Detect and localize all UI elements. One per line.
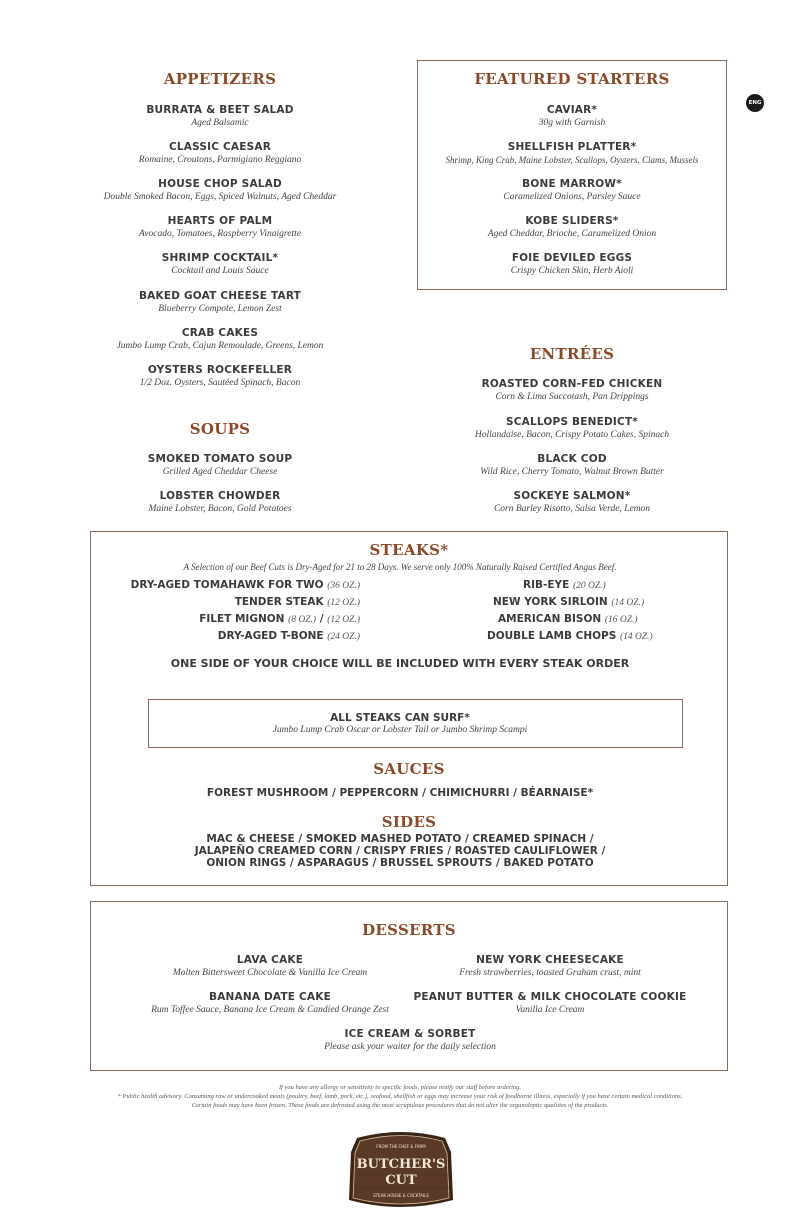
soups-title: SOUPS	[189, 420, 251, 438]
menu-item: SOCKEYE SALMON* Corn Barley Risotto, Salsa Verde, Lemon	[493, 490, 651, 514]
sauces-title: SAUCES	[373, 760, 445, 778]
menu-item: CLASSIC CAESAR Romaine, Croutons, Parmigiano Reggiano	[138, 141, 302, 165]
sides-line: JALAPEÑO CREAMED CORN / CRISPY FRIES / ROASTED CAULIFLOWER /	[194, 845, 606, 857]
steaks-title: STEAKS*	[369, 541, 449, 559]
svg-text:CUT: CUT	[385, 1173, 417, 1188]
surf-desc: Jumbo Lump Crab Oscar or Lobster Tail or Jumbo Shrimp Scampi	[272, 725, 528, 735]
menu-item: KOBE SLIDERS* Aged Cheddar, Brioche, Caramelized Onion	[487, 215, 657, 239]
svg-text:STEAK HOUSE & COCKTAILS: STEAK HOUSE & COCKTAILS	[373, 1193, 429, 1198]
surf-title: ALL STEAKS CAN SURF*	[330, 712, 470, 724]
entrees-title: ENTRÉES	[529, 345, 615, 363]
menu-item: SMOKED TOMATO SOUP Grilled Aged Cheddar Cheese	[147, 453, 293, 477]
menu-item: LOBSTER CHOWDER Maine Lobster, Bacon, Gold Potatoes	[148, 490, 292, 514]
menu-item: CRAB CAKES Jumbo Lump Crab, Cajun Remoulade, Greens, Lemon	[116, 327, 324, 351]
menu-item: BONE MARROW* Caramelized Onions, Parsley Sauce	[503, 178, 641, 202]
appetizers-title: APPETIZERS	[163, 70, 277, 88]
menu-item: NEW YORK CHEESECAKE Fresh strawberries, toasted Graham crust, mint	[459, 954, 641, 978]
sides-line: MAC & CHEESE / SMOKED MASHED POTATO / CREAMED SPINACH /	[206, 833, 594, 845]
svg-text:FROM THE CHEF & FARM: FROM THE CHEF & FARM	[376, 1144, 426, 1149]
butchers-cut-logo	[343, 1130, 459, 1220]
menu-item: BANANA DATE CAKE Rum Toffee Sauce, Banana Ice Cream & Candied Orange Zest	[151, 991, 389, 1015]
svg-text:BUTCHER'S: BUTCHER'S	[356, 1157, 446, 1172]
steak-item: DRY-AGED TOMAHAWK FOR TWO (36 OZ.)	[130, 579, 360, 591]
steak-item: AMERICAN BISON (16 OZ.)	[498, 613, 638, 625]
steak-item: TENDER STEAK (12 OZ.)	[234, 596, 360, 608]
sauces-list: FOREST MUSHROOM / PEPPERCORN / CHIMICHURRI / BÉARNAISE*	[206, 787, 594, 799]
steaks-intro: A Selection of our Beef Cuts is Dry-Aged for 21 to 28 Days. We serve only 100% Naturally Raised Certified Angus Beef.	[183, 562, 617, 572]
menu-item: LAVA CAKE Molten Bittersweet Chocolate & Vanilla Ice Cream	[172, 954, 368, 978]
menu-item: ICE CREAM & SORBET Please ask your waiter for the daily selection	[324, 1028, 496, 1052]
steak-item: NEW YORK SIRLOIN (14 OZ.)	[493, 596, 645, 608]
steak-item: FILET MIGNON (8 OZ.) / (12 OZ.)	[199, 613, 360, 625]
footer-note: Certain foods may have been frozen. These foods are defrosted using the most scrupulous procedures that do not alter the organoleptic qualities of the products.	[191, 1102, 609, 1109]
language-badge[interactable]: ENG	[746, 94, 764, 112]
footer-note: If you have any allergy or sensitivity to specific foods, please notify our staff before ordering.	[278, 1084, 522, 1091]
menu-item: SCALLOPS BENEDICT* Hollandaise, Bacon, Crispy Potato Cakes, Spinach	[474, 416, 670, 440]
menu-item: ROASTED CORN-FED CHICKEN Corn & Lima Succotash, Pan Drippings	[481, 378, 663, 402]
menu-item: PEANUT BUTTER & MILK CHOCOLATE COOKIE Vanilla Ice Cream	[413, 991, 687, 1015]
steak-item: DRY-AGED T-BONE (24 OZ.)	[217, 630, 360, 642]
menu-item: BAKED GOAT CHEESE TART Blueberry Compote, Lemon Zest	[138, 290, 302, 314]
menu-item: CAVIAR* 30g with Garnish	[538, 104, 606, 128]
menu-item: FOIE DEVILED EGGS Crispy Chicken Skin, Herb Aioli	[510, 252, 634, 276]
menu-item: BURRATA & BEET SALAD Aged Balsamic	[146, 104, 294, 128]
footer-note: * Public health advisory. Consuming raw or undercooked meats (poultry, beef, lamb, pork, etc.), seafood, shellfish or eggs may increase your risk of foodborne illness, especially if you have certain medical conditions.	[117, 1093, 683, 1100]
desserts-title: DESSERTS	[362, 921, 456, 939]
sides-line: ONION RINGS / ASPARAGUS / BRUSSEL SPROUTS / BAKED POTATO	[206, 857, 594, 869]
featured-starters-title: FEATURED STARTERS	[474, 70, 670, 88]
sides-title: SIDES	[381, 813, 437, 831]
steak-item: RIB-EYE (20 OZ.)	[523, 579, 606, 591]
steak-item: DOUBLE LAMB CHOPS (14 OZ.)	[487, 630, 653, 642]
menu-item: OYSTERS ROCKEFELLER 1/2 Doz. Oysters, Sautéed Spinach, Bacon	[139, 364, 301, 388]
menu-item: HOUSE CHOP SALAD Double Smoked Bacon, Eggs, Spiced Walnuts, Aged Cheddar	[103, 178, 337, 202]
menu-item: SHELLFISH PLATTER* Shrimp, King Crab, Maine Lobster, Scallops, Oysters, Clams, Mussels	[445, 141, 699, 165]
menu-item: SHRIMP COCKTAIL* Cocktail and Louis Sauce	[161, 252, 279, 276]
steak-side-note: ONE SIDE OF YOUR CHOICE WILL BE INCLUDED WITH EVERY STEAK ORDER	[170, 657, 630, 670]
menu-item: BLACK COD Wild Rice, Cherry Tomato, Walnut Brown Butter	[480, 453, 664, 477]
menu-item: HEARTS OF PALM Avocado, Tomatoes, Raspberry Vinaigrette	[139, 215, 301, 239]
logo-sign-icon	[343, 1130, 459, 1220]
